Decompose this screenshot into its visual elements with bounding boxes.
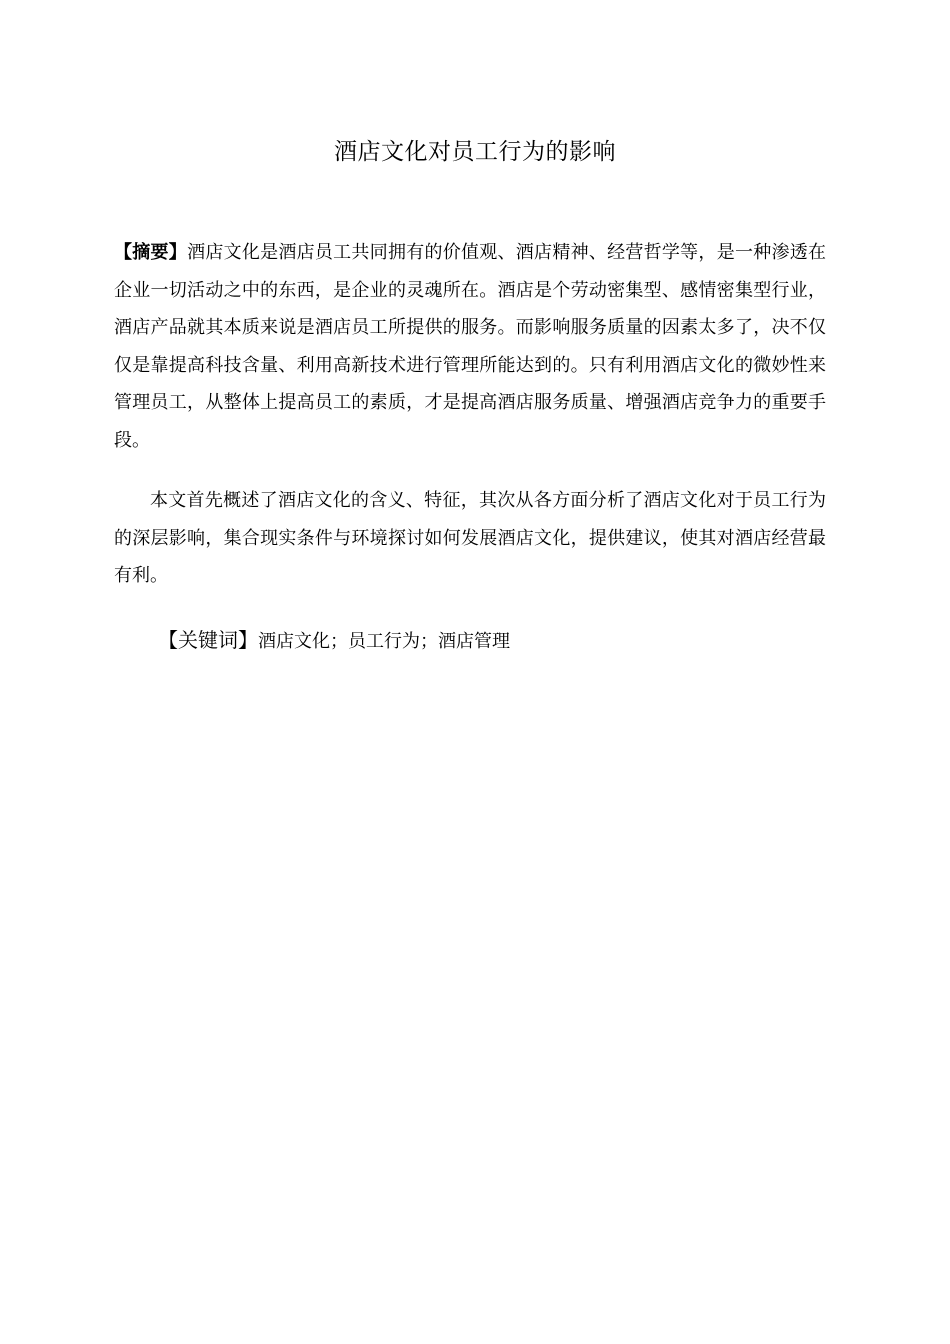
abstract-label: 【摘要】 [114,242,188,263]
keywords-label: 【关键词】 [158,628,258,652]
document-title: 酒店文化对员工行为的影响 [334,139,616,165]
abstract-text: 酒店文化是酒店员工共同拥有的价值观、酒店精神、经营哲学等，是一种渗透在企业一切活动之中的东西，是企业的灵魂所在。酒店是个劳动密集型、感情密集型行业，酒店产品就其本质来说是酒店员工所提供的服务。而影响服务质量的因素太多了，决不仅仅是靠提高科技含量、利用高新技术进行管理所能达到的。只有利用酒店文化的微妙性来管理员工，从整体上提高员工的素质，才是提高酒店服务质量、增强酒店竞争力的重要手段。 [114,242,827,451]
keywords-text: 酒店文化；员工行为；酒店管理 [258,631,510,652]
abstract-paragraph [114,234,826,459]
intro-paragraph: 本文首先概述了酒店文化的含义、特征，其次从各方面分析了酒店文化对于员工行为的深层影响，集合现实条件与环境探讨如何发展酒店文化，提供建议，使其对酒店经营最有利。 [114,490,826,586]
keywords-line [158,622,510,660]
